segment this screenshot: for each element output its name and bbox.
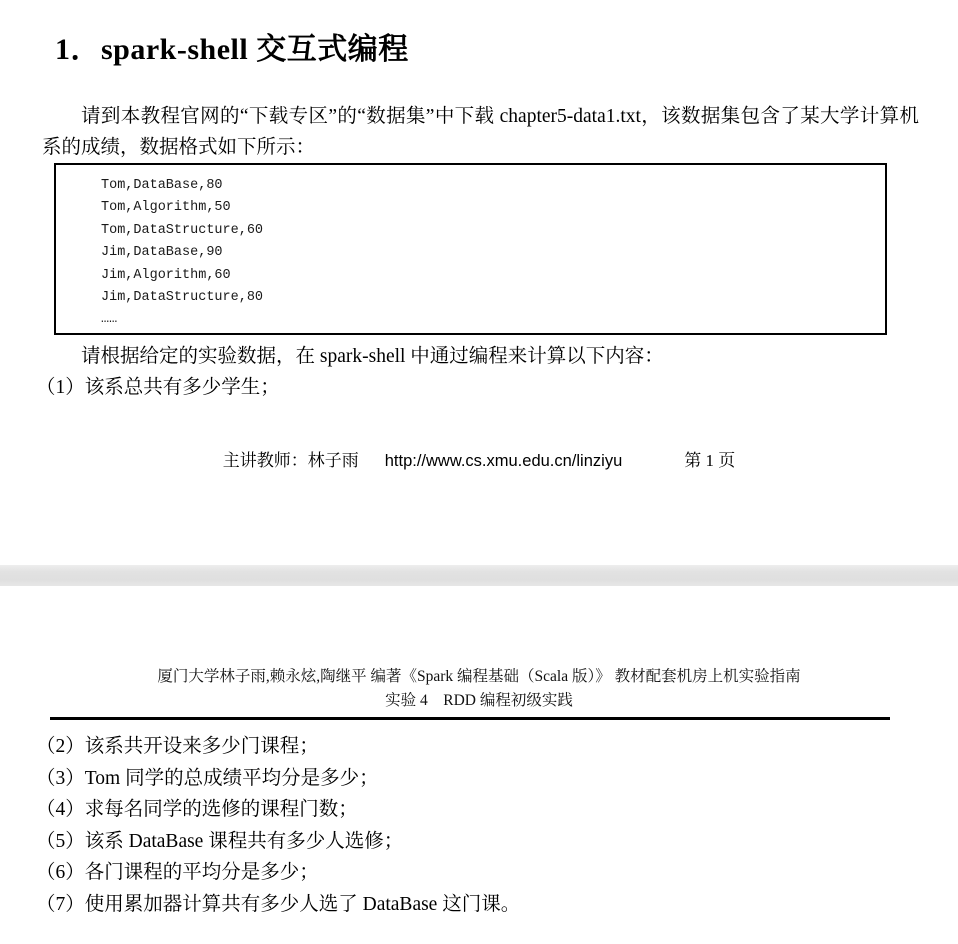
task-item-1: （1）该系总共有多少学生； bbox=[36, 377, 280, 398]
header-rule-divider bbox=[50, 717, 890, 720]
task-item-5: （5）该系 DataBase 课程共有多少人选修； bbox=[36, 830, 404, 852]
page-header-lab-line: 实验 4 RDD 编程初级实践 bbox=[385, 692, 573, 709]
task-item-6: （6）各门课程的平均分是多少； bbox=[36, 862, 319, 884]
code-line: Tom,DataBase,80 bbox=[101, 178, 223, 193]
page-title: 1．spark-shell 交互式编程 bbox=[55, 33, 409, 66]
task-item-4: （4）求每名同学的选修的课程门数； bbox=[36, 799, 358, 821]
code-line: Jim,DataBase,90 bbox=[101, 245, 223, 261]
footer-url-text: http://www.cs.xmu.edu.cn/linziyu bbox=[384, 452, 623, 470]
task-item-3: （3）Tom 同学的总成绩平均分是多少； bbox=[36, 767, 379, 789]
page-1-footer bbox=[0, 446, 958, 471]
task-item-2: （2）该系共开设来多少门课程； bbox=[36, 736, 319, 757]
page-2-header bbox=[0, 665, 958, 713]
code-line: Jim,Algorithm,60 bbox=[101, 267, 231, 283]
task-list bbox=[36, 731, 919, 921]
intro-paragraph: 请到本教程官网的“下载专区”的“数据集”中下载 chapter5-data1.txt，该数据集包含了某大学计算机系的成绩，数据格式如下所示： bbox=[42, 106, 919, 158]
code-line: Jim,DataStructure,80 bbox=[101, 290, 264, 306]
footer-teacher-label: 主讲教师：林子雨 bbox=[222, 451, 359, 470]
code-line-ellipsis: …… bbox=[101, 312, 118, 328]
code-line: Tom,DataStructure,60 bbox=[101, 222, 264, 238]
data-sample-box bbox=[54, 163, 887, 335]
page-break-separator bbox=[0, 565, 958, 586]
code-line: Tom,Algorithm,50 bbox=[101, 200, 231, 216]
task-item-7: （7）使用累加器计算共有多少人选了 DataBase 这门课。 bbox=[36, 893, 521, 915]
footer-page-number: 第 1 页 bbox=[684, 451, 736, 470]
task-intro-paragraph: 请根据给定的实验数据，在 spark-shell 中通过编程来计算以下内容： bbox=[81, 346, 664, 367]
page-header-book-line: 厦门大学林子雨,赖永炫,陶继平 编著《Spark 编程基础（Scala 版）》 教材配套机房上机实验指南 bbox=[157, 668, 801, 685]
